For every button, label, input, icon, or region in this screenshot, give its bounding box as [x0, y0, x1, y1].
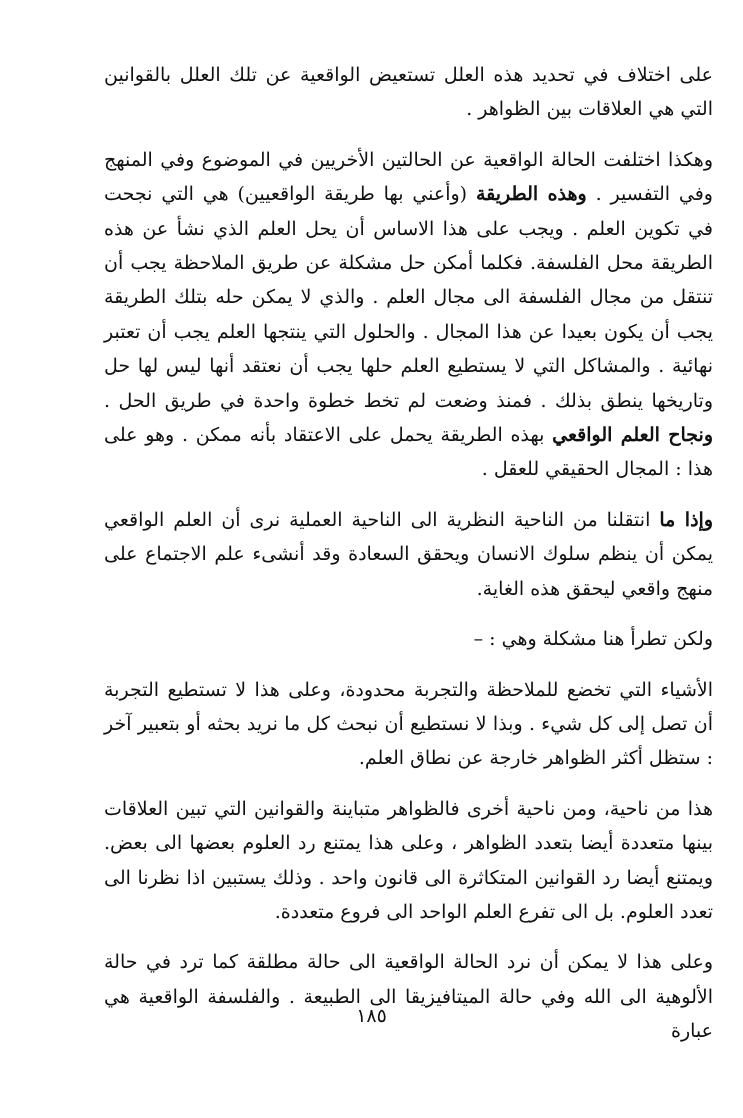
paragraph-5-text: الأشياء التي تخضع للملاحظة والتجربة محدودة، وعلى هذا لا تستطيع التجربة أن تصل إلى كل شيء . وبذا لا نستطيع أن نبحث كل ما نريد بحثه أو بتعبير آخر : ستظل أكثر الظواهر خارجة عن نطاق العلم.	[104, 678, 713, 770]
paragraph-7	[104, 945, 713, 1048]
paragraph-1-text: على اختلاف في تحديد هذه العلل تستعيض الواقعية عن تلك العلل بالقوانين التي هي العلاقات بين الظواهر .	[104, 64, 713, 121]
paragraph-2-bold-method: وهذه الطريقة	[475, 183, 587, 206]
paragraph-3-bold-lead: وإذا ما	[659, 508, 713, 531]
paragraph-4	[104, 622, 713, 656]
paragraph-2-text-c: بهذه الطريقة يحمل على الاعتقاد بأنه ممكن . وهو على هذا : المجال الحقيقي للعقل .	[104, 424, 713, 481]
book-page-text	[104, 58, 713, 1078]
paragraph-6	[104, 792, 713, 930]
paragraph-3-text: انتقلنا من الناحية النظرية الى الناحية العملية نرى أن العلم الواقعي يمكن أن ينظم سلوك الانسان ويحقق السعادة وقد أنشىء علم الاجتماع على منهج واقعي ليحقق هذه الغاية.	[104, 508, 713, 600]
paragraph-1	[104, 58, 713, 127]
paragraph-6-text: هذا من ناحية، ومن ناحية أخرى فالظواهر متباينة والقوانين التي تبين العلاقات بينها متعددة أيضا بتعدد الظواهر ، وعلى هذا يمتنع رد العلوم بعضها الى بعض. ويمتنع أيضا رد القوانين المتكاثرة الى قانون واحد . وذلك يستبين اذا نظرنا الى تعدد العلوم. بل الى تفرع العلم الواحد الى فروع متعددة.	[104, 797, 713, 923]
paragraph-4-text: ولكن تطرأ هنا مشكلة وهي : –	[473, 628, 713, 651]
paragraph-2-text-a: وهكذا اختلفت الحالة الواقعية عن الحالتين الأخريين في الموضوع وفي المنهج وفي التفسير .	[104, 148, 713, 206]
paragraph-2-bold-success: ونجاح العلم الواقعي	[552, 424, 713, 447]
paragraph-3	[104, 503, 713, 606]
page-number: ١٨٥	[356, 1005, 387, 1027]
paragraph-2-text-b: (وأعني بها طريقة الواقعيين) هي التي نجحت في تكوين العلم . ويجب على هذا الاساس أن يحل العلم الذي نشأ عن هذه الطريقة محل الفلسفة. فكلما أمكن حل مشكلة عن طريق الملاحظة يجب أن تنتقل من مجال الفلسفة الى مجال العلم . والذي لا يمكن حله بتلك الطريقة يجب أن يكون بعيدا عن هذا المجال . والحلول التي ينتجها العلم يجب أن تعتبر نهائية . والمشاكل التي لا يستطيع العلم حلها يجب أن نعتقد أنها ليس لها حل وتاريخها ينطق بذلك . فمنذ وضعت لم تخط خطوة واحدة في طريق الحل .	[104, 183, 713, 412]
paragraph-2	[104, 143, 713, 487]
paragraph-7-text: وعلى هذا لا يمكن أن نرد الحالة الواقعية الى حالة مطلقة كما ترد في حالة الألوهية الى الله وفي حالة الميتافيزيقا الى الطبيعة . والفلسفة الواقعية هي عبارة	[104, 951, 713, 1043]
paragraph-5	[104, 673, 713, 776]
